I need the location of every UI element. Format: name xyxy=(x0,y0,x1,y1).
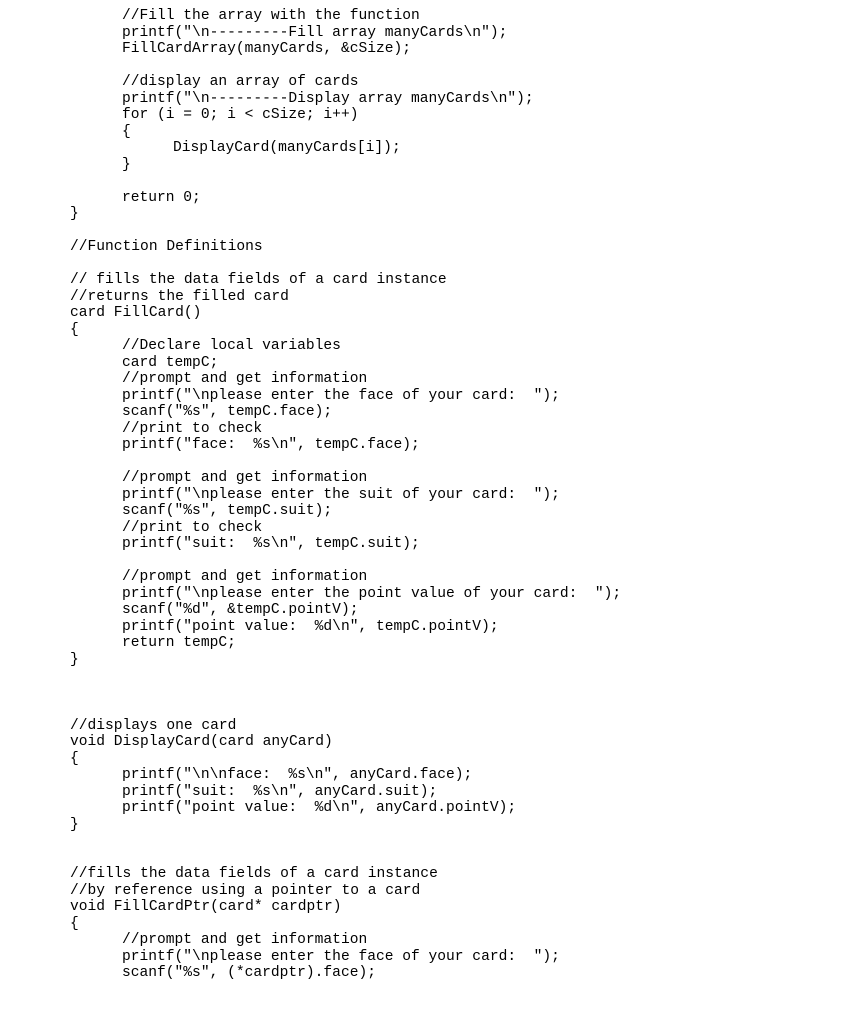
code-line: { xyxy=(70,750,79,767)
code-line xyxy=(0,553,858,570)
code-line: FillCardArray(manyCards, &cSize); xyxy=(122,41,412,57)
code-line: for (i = 0; i < cSize; i++) xyxy=(122,107,359,123)
code-line xyxy=(0,701,858,718)
code-line: card FillCard() xyxy=(70,305,202,321)
code-line: DisplayCard(manyCards[i]); xyxy=(173,140,401,156)
code-line: //Fill the array with the function xyxy=(122,8,420,24)
code-line: //displays one card xyxy=(70,717,237,734)
code-line: scanf("%s", (*cardptr).face); xyxy=(122,965,376,981)
code-line xyxy=(0,223,858,240)
code-line: //returns the filled card xyxy=(70,288,289,305)
code-line xyxy=(0,833,858,850)
code-line: { xyxy=(122,123,131,140)
code-line: //print to check xyxy=(122,420,263,437)
code-line: printf("suit: %s\n", anyCard.suit); xyxy=(122,783,438,800)
code-line xyxy=(0,256,858,273)
code-line: // fills the data fields of a card instance xyxy=(70,272,447,288)
code-line: return tempC; xyxy=(122,635,236,651)
code-line: } xyxy=(122,156,131,173)
code-line: //fills the data fields of a card instance xyxy=(70,866,438,882)
code-line: scanf("%d", &tempC.pointV); xyxy=(122,602,359,618)
code-line: { xyxy=(70,915,79,932)
code-line: //prompt and get information xyxy=(122,371,368,387)
code-line: void FillCardPtr(card* cardptr) xyxy=(70,899,342,915)
code-line: void DisplayCard(card anyCard) xyxy=(70,734,333,750)
code-line: //Declare local variables xyxy=(122,338,341,354)
code-line: printf("suit: %s\n", tempC.suit); xyxy=(122,536,420,552)
code-line: printf("\n\nface: %s\n", anyCard.face); xyxy=(122,767,473,783)
code-line: //prompt and get information xyxy=(122,569,368,585)
code-line: //print to check xyxy=(122,519,263,536)
code-line: scanf("%s", tempC.suit); xyxy=(122,503,333,519)
code-line: } xyxy=(70,651,79,668)
code-line xyxy=(0,173,858,190)
code-line: printf("\nplease enter the face of your card: "); xyxy=(122,948,560,965)
code-line: } xyxy=(70,816,79,833)
code-line: //Function Definitions xyxy=(70,239,263,255)
code-line xyxy=(0,685,858,702)
code-line: card tempC; xyxy=(122,354,219,371)
code-line xyxy=(0,58,858,75)
code-line: } xyxy=(70,206,79,222)
code-line: printf("\n---------Fill array manyCards\n"); xyxy=(122,24,508,41)
code-line xyxy=(0,668,858,685)
code-line: printf("\nplease enter the face of your card: "); xyxy=(122,387,560,404)
code-line: //prompt and get information xyxy=(122,470,368,486)
code-line: //display an array of cards xyxy=(122,74,359,90)
code-listing xyxy=(0,8,858,982)
code-line: { xyxy=(70,321,79,338)
code-line: //by reference using a pointer to a card xyxy=(70,882,421,899)
code-line: scanf("%s", tempC.face); xyxy=(122,404,333,420)
code-line: printf("point value: %d\n", tempC.pointV); xyxy=(122,618,499,635)
code-line xyxy=(0,454,858,471)
code-line: printf("\n---------Display array manyCards\n"); xyxy=(122,90,534,107)
code-line: printf("face: %s\n", tempC.face); xyxy=(122,437,420,453)
code-line: printf("point value: %d\n", anyCard.pointV); xyxy=(122,800,517,816)
code-line xyxy=(0,850,858,867)
code-line: printf("\nplease enter the suit of your card: "); xyxy=(122,486,560,503)
code-line: printf("\nplease enter the point value of your card: "); xyxy=(122,585,622,602)
code-line: return 0; xyxy=(122,189,201,206)
code-line: //prompt and get information xyxy=(122,932,368,948)
